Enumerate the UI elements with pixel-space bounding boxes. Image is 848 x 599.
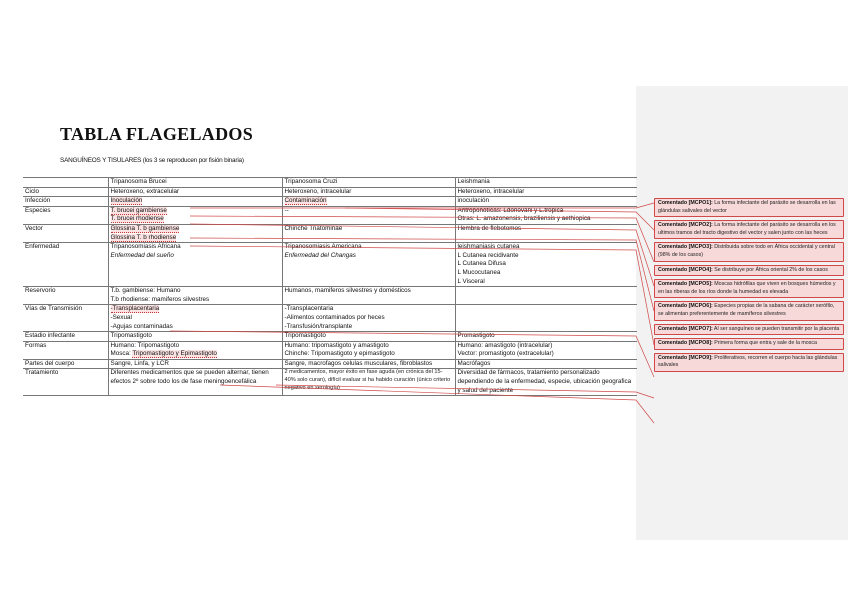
cell-line: Tripanosomiasis Africana bbox=[110, 243, 181, 251]
comment-text: La forma infectante del parásito se desarrolla en las glándulas salivales del vector bbox=[658, 200, 836, 214]
table-cell: Macrófagos bbox=[455, 359, 637, 369]
comment-box[interactable] bbox=[654, 353, 844, 372]
table-cell bbox=[282, 341, 455, 359]
comments-panel bbox=[654, 198, 844, 375]
table-cell: Sangre, Linfa, y LCR bbox=[108, 359, 282, 369]
table-cell bbox=[108, 287, 282, 305]
comment-label: Comentado [MCPO8]: bbox=[658, 340, 713, 347]
table-cell: 2 medicamentos, mayor éxito en fase aguda (en crónica del 15-40% solo curan), difícil evaluar si ha habido curación (único criterio negativo en serología) bbox=[282, 369, 455, 396]
comment-label: Comentado [MCPO2]: bbox=[658, 222, 713, 229]
table-cell: Humanos, mamiferos silvestres y domésticos bbox=[282, 287, 455, 305]
comment-text: Distribuida sobre todo en África occidental y central (98% de los casos) bbox=[658, 244, 835, 258]
table-row bbox=[23, 305, 637, 332]
commented-text[interactable]: Glossina T. b gambiense bbox=[110, 224, 180, 232]
table-cell bbox=[455, 341, 637, 359]
row-label: Formas bbox=[23, 341, 108, 359]
table-header-row bbox=[23, 178, 637, 188]
comment-label: Comentado [MCPO3]: bbox=[658, 244, 713, 251]
row-label: Estadio infectante bbox=[23, 332, 108, 342]
commented-text[interactable]: -Transplacentaria bbox=[110, 305, 160, 313]
comment-label: Comentado [MCPO5]: bbox=[658, 281, 713, 288]
cell-line: Mosca: bbox=[110, 350, 133, 358]
table-cell: Diversidad de fármacos, tratamiento personalizado dependiendo de la enfermedad, especie, ubicación geografica y salud del paciente bbox=[455, 369, 637, 396]
table-row bbox=[23, 332, 637, 342]
commented-text[interactable]: T. brucei rhodiense bbox=[110, 215, 164, 223]
cell-line: Vector: promastigoto (extracelular) bbox=[457, 350, 554, 358]
cell-line: Humano: tripomastigoto y amastigoto bbox=[284, 341, 389, 349]
comment-label: Comentado [MCPO6]: bbox=[658, 303, 713, 310]
cell-line: L Mucocutanea bbox=[457, 268, 501, 276]
table-cell: Promastigoto bbox=[455, 332, 637, 342]
document-subtitle: SANGUÍNEOS Y TISULARES (los 3 se reproducen por fisión binaria) bbox=[60, 157, 244, 164]
comment-box[interactable] bbox=[654, 198, 844, 217]
header-cruzi: Tripanosoma Cruzi bbox=[282, 178, 455, 188]
cell-line: L Cutanea Difusa bbox=[457, 260, 506, 268]
comment-box[interactable] bbox=[654, 279, 844, 298]
comment-box[interactable] bbox=[654, 324, 844, 336]
table-cell: inoculación bbox=[455, 197, 637, 207]
cell-line: Chinche: Tripomastigoto y epimastigoto bbox=[284, 350, 395, 358]
table-cell bbox=[108, 341, 282, 359]
table-cell: Tripomastigoto bbox=[282, 332, 455, 342]
comment-text: Proliferativos, recorren el cuerpo hacia las glándulas salivales bbox=[658, 354, 838, 369]
table-cell bbox=[455, 206, 637, 224]
table-cell: Tripomastigoto bbox=[108, 332, 282, 342]
table-cell: -- bbox=[282, 206, 455, 224]
table-cell: Chinche Triatominae bbox=[282, 224, 455, 242]
cell-line: -Sexual bbox=[110, 313, 132, 321]
table-cell bbox=[282, 305, 455, 332]
commented-text[interactable]: Tripomastigoto y Epimastigoto bbox=[132, 350, 217, 358]
comment-text: Especies propias de la sabana de carácter xerófilo, se alimentan preferentemente de mamíferos silvestres bbox=[658, 303, 835, 317]
comment-text: Moscas hidrófilas que viven en bosques húmedos y en las riberas de los ríos donde la humedad es elevada bbox=[658, 281, 836, 295]
table-cell bbox=[108, 197, 282, 207]
table-row bbox=[23, 359, 637, 369]
table-row bbox=[23, 224, 637, 242]
cell-line: Humano: Tripomastigoto bbox=[110, 341, 180, 349]
row-label: Vector bbox=[23, 224, 108, 242]
commented-text[interactable]: Inoculación bbox=[110, 197, 143, 205]
row-label: Reservorio bbox=[23, 287, 108, 305]
cell-line: Enfermedad del sueño bbox=[110, 251, 174, 259]
comment-text: Se distribuye por África oriental 2% de los casos bbox=[714, 266, 828, 273]
table-cell: Diferentes medicamentos que se pueden alternar, tienen efectos 2º sobre todo los de fase meningoencefálica bbox=[108, 369, 282, 396]
row-label: Tratamiento bbox=[23, 369, 108, 396]
row-label: Partes del cuerpo bbox=[23, 359, 108, 369]
commented-text[interactable]: Glossina T. b rhodiense bbox=[110, 233, 177, 241]
table-cell bbox=[108, 305, 282, 332]
cell-line: -Agujas contaminadas bbox=[110, 322, 173, 330]
table-cell: Heteroxeno, intracelular bbox=[282, 187, 455, 197]
comment-label: Comentado [MCPO4]: bbox=[658, 266, 713, 273]
cell-line: L Cutanea recidivante bbox=[457, 251, 519, 259]
cell-line: Otras: L. amazonensis, braziliensis y aethiopica bbox=[457, 215, 591, 223]
table-cell bbox=[455, 305, 637, 332]
table-cell bbox=[455, 243, 637, 287]
table-row bbox=[23, 287, 637, 305]
cell-line: -Transfusión/transplante bbox=[284, 322, 353, 330]
table-row bbox=[23, 369, 637, 396]
cell-line: T.b rhodiense: mamiferos silvestres bbox=[110, 295, 210, 303]
document-title: TABLA FLAGELADOS bbox=[60, 124, 254, 144]
table-cell bbox=[108, 224, 282, 242]
comment-box[interactable] bbox=[654, 301, 844, 320]
table-cell: Hembra de flebotomos bbox=[455, 224, 637, 242]
flagelados-table bbox=[23, 177, 637, 396]
comment-box[interactable] bbox=[654, 220, 844, 239]
cell-line: Enfermedad del Changas bbox=[284, 251, 356, 259]
row-label: Ciclo bbox=[23, 187, 108, 197]
comment-label: Comentado [MCPO1]: bbox=[658, 200, 713, 206]
header-blank bbox=[23, 178, 108, 188]
margin-top-blank bbox=[636, 0, 848, 86]
margin-bottom-blank bbox=[636, 540, 848, 599]
table-cell bbox=[108, 243, 282, 287]
cell-line: L Visceral bbox=[457, 277, 485, 285]
table-cell bbox=[282, 243, 455, 287]
row-label: Enfermedad bbox=[23, 243, 108, 287]
cell-line: Humano: amastigoto (intracelular) bbox=[457, 341, 553, 349]
comment-box[interactable] bbox=[654, 242, 844, 261]
header-leishmania: Leishmania bbox=[455, 178, 637, 188]
row-label: Infección bbox=[23, 197, 108, 207]
row-label: Vías de Transmisión bbox=[23, 305, 108, 332]
table-cell: Heteroxeno, intracelular bbox=[455, 187, 637, 197]
comment-box[interactable] bbox=[654, 338, 844, 350]
table-cell: Sangre, macrofagos celulas musculares, fibroblastos bbox=[282, 359, 455, 369]
cell-line: Tripanosomiasis Americana bbox=[284, 243, 362, 251]
table-cell bbox=[282, 197, 455, 207]
table-row bbox=[23, 243, 637, 287]
comment-text: La forma infectante del parásito se desarrolla en los ultimos tramos del tracto digestivo del vector y salen junto con las heces bbox=[658, 222, 836, 236]
cell-line: -Transplacentaria bbox=[284, 305, 334, 313]
cell-line: Antroponotícas: Ldonovani y L.tropica bbox=[457, 206, 564, 214]
commented-text[interactable]: T. brucei gambiense bbox=[110, 206, 167, 214]
table-cell: Heteroxeno, extracelular bbox=[108, 187, 282, 197]
table-row bbox=[23, 206, 637, 224]
row-label: Especies bbox=[23, 206, 108, 224]
comment-text: Primera forma que entra y sale de la mosca bbox=[714, 340, 817, 347]
table-row bbox=[23, 197, 637, 207]
cell-line: -Alimentos contaminados por heces bbox=[284, 313, 385, 321]
table-cell bbox=[455, 287, 637, 305]
cell-line: T.b. gambiense: Humano bbox=[110, 287, 181, 295]
comment-text: Al ser sanguíneo se pueden transmitir por la placenta bbox=[713, 325, 840, 332]
commented-text[interactable]: Contaminación bbox=[284, 197, 327, 205]
table-row bbox=[23, 341, 637, 359]
comment-label: Comentado [MCPO9]: bbox=[658, 354, 713, 361]
comment-label: Comentado [MCPO7]: bbox=[658, 325, 713, 332]
table-row bbox=[23, 187, 637, 197]
cell-line: leishmaniasis cutanea bbox=[457, 243, 520, 251]
header-brucei: Tripanosoma Brucei bbox=[108, 178, 282, 188]
comment-box[interactable] bbox=[654, 265, 844, 277]
table-cell bbox=[108, 206, 282, 224]
